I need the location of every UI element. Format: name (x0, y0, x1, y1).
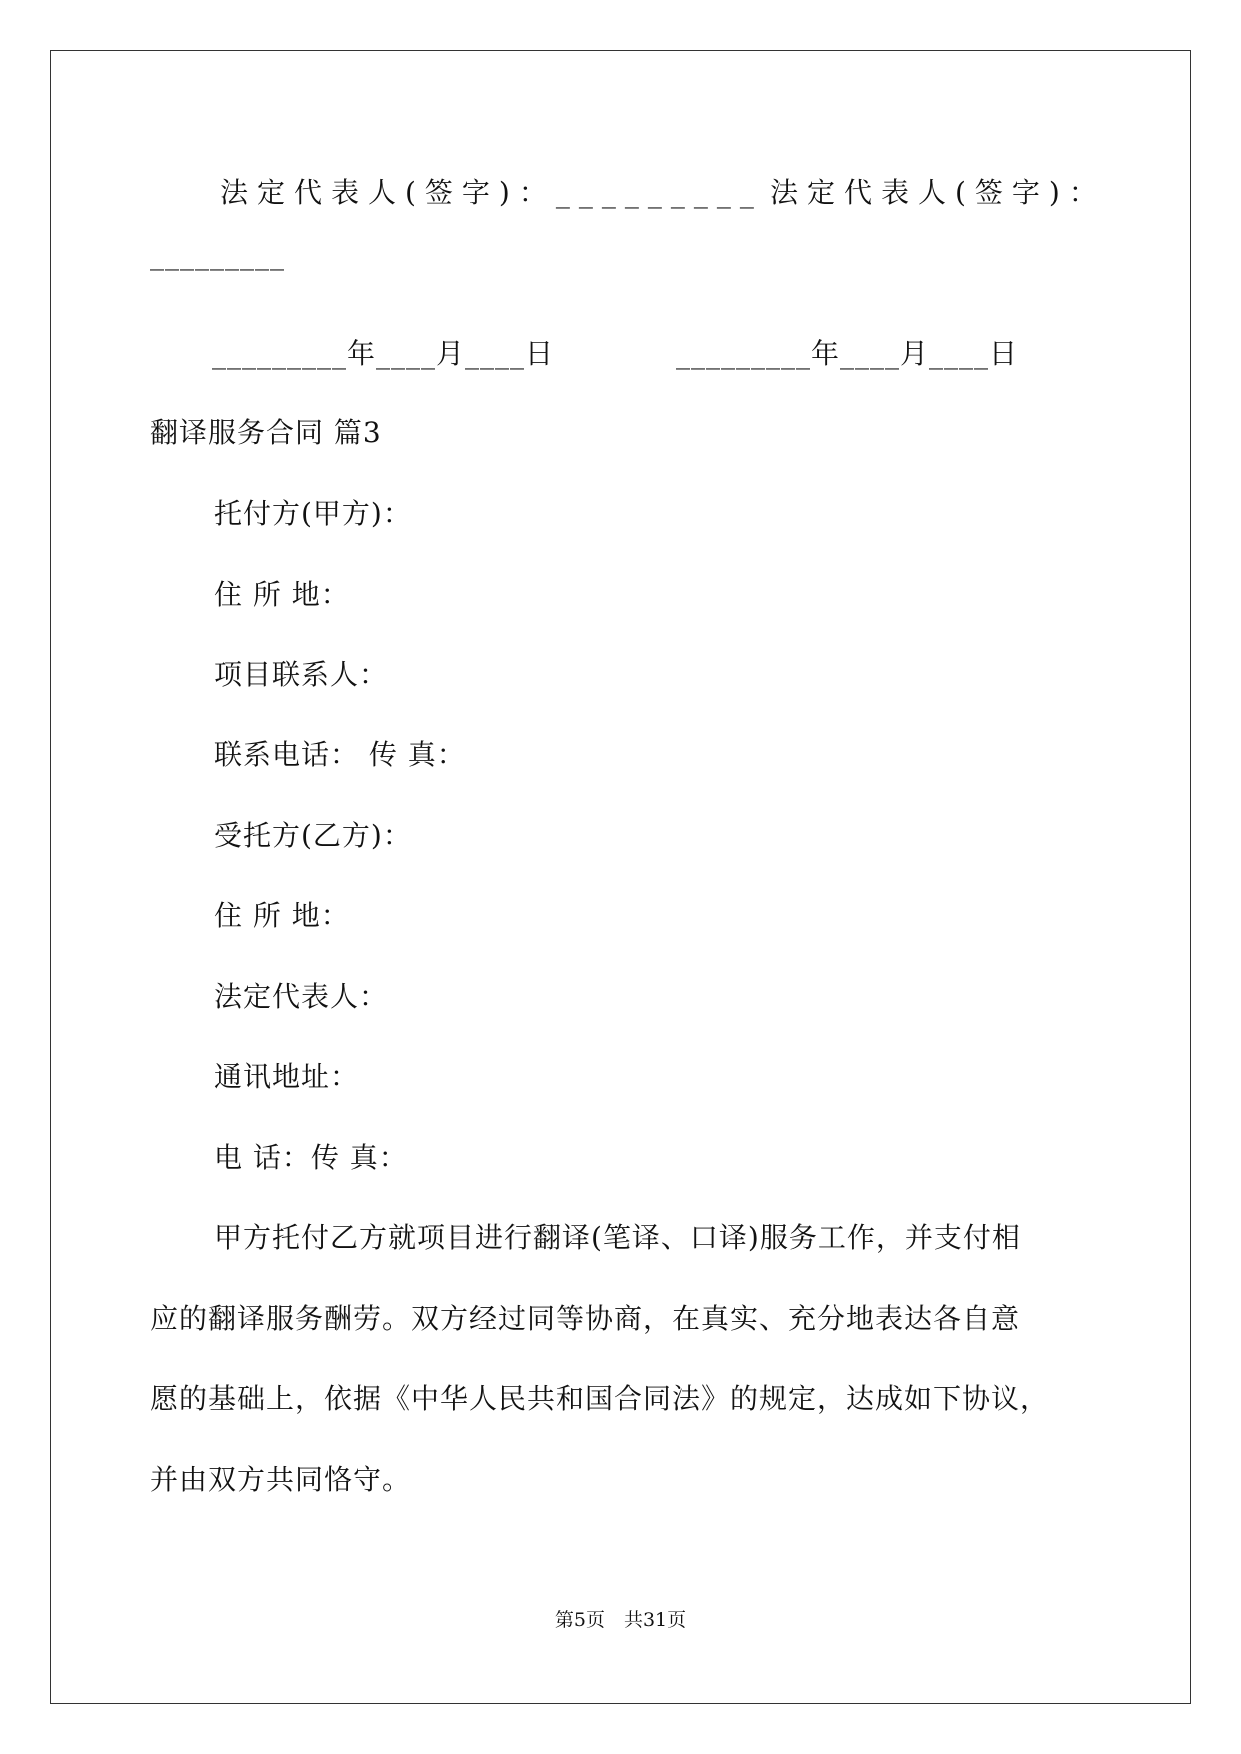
signature-continuation: _________ (150, 238, 285, 271)
field-line: 受托方(乙方)： (214, 819, 412, 852)
field-line: 法定代表人： (214, 980, 389, 1013)
page-border (50, 50, 1191, 1704)
page-number-footer: 第5页 共31页 (554, 1609, 687, 1631)
section-title: 翻译服务合同 篇3 (150, 416, 382, 449)
field-line: 通讯地址： (214, 1060, 360, 1093)
body-paragraph-line: 甲方托付乙方就项目进行翻译(笔译、口译)服务工作，并支付相 (214, 1221, 1021, 1254)
field-line: 住 所 地： (214, 899, 350, 932)
body-paragraph-line: 愿的基础上，依据《中华人民共和国合同法》的规定，达成如下协议， (150, 1382, 1050, 1415)
field-line: 项目联系人： (214, 658, 389, 691)
date-left: _________年____月____日 (212, 337, 555, 370)
field-line: 联系电话： 传 真： (214, 738, 466, 771)
field-line: 托付方(甲方)： (214, 497, 412, 530)
body-paragraph-line: 应的翻译服务酬劳。双方经过同等协商，在真实、充分地表达各自意 (150, 1302, 1021, 1335)
field-line: 住 所 地： (214, 578, 350, 611)
field-line: 电 话：传 真： (214, 1141, 408, 1174)
signature-left: 法定代表人(签字)：_________ (220, 176, 763, 209)
date-right: _________年____月____日 (676, 337, 1019, 370)
body-paragraph-line: 并由双方共同恪守。 (150, 1463, 412, 1496)
signature-right: 法定代表人(签字)： (770, 176, 1106, 209)
